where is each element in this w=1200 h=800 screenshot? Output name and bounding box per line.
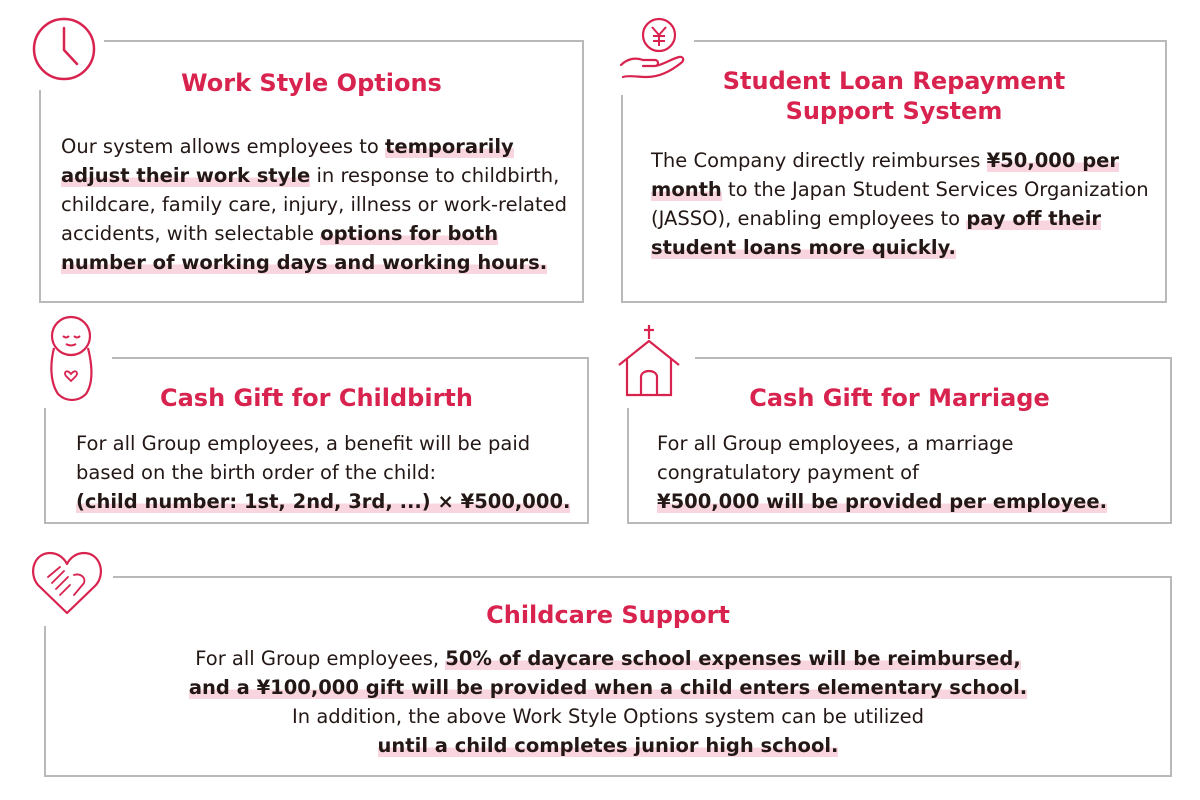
highlight-text: and a ¥100,000 gift will be provided when a child enters elementary school. (188, 676, 1028, 699)
heart-hands-icon (28, 543, 106, 621)
card-title: Work Style Options (181, 69, 442, 97)
card-title: Student Loan Repayment Support System (722, 67, 1066, 125)
card-work-style-options (39, 40, 584, 303)
chapel-icon (610, 322, 688, 400)
card-body: For all Group employees, a benefit will be paid based on the birth order of the child: (child number: 1st, 2nd, 3rd, ...) × ¥500,000. (76, 432, 571, 513)
highlight-text: 50% of daycare school expenses will be reimbursed, (445, 647, 1021, 670)
card-title: Childcare Support (486, 601, 730, 629)
card-title: Cash Gift for Childbirth (160, 384, 473, 412)
highlight-text: ¥500,000 will be provided per employee. (657, 490, 1108, 513)
highlight-text: pay off their student loans more quickly. (651, 207, 1102, 259)
card-cash-gift-marriage (627, 357, 1172, 524)
highlight-text: (child number: 1st, 2nd, 3rd, ...) × ¥500,000. (76, 490, 571, 513)
card-body: Our system allows employees to temporarily adjust their work style in response to childbirth, childcare, family care, injury, illness or work-related accidents, with selectable options for both number of working days and working hours. (61, 135, 567, 274)
card-cash-gift-childbirth (44, 357, 589, 524)
card-body: The Company directly reimburses ¥50,000 per month to the Japan Student Services Organization (JASSO), enabling employees to pay off their student loans more quickly. (651, 149, 1149, 259)
yen-coin-hand-icon (612, 10, 690, 88)
highlight-text: until a child completes junior high school. (377, 734, 839, 757)
highlight-text: options for both number of working days and working hours. (61, 222, 548, 274)
baby-icon (32, 318, 110, 396)
clock-icon (25, 10, 103, 88)
card-body: For all Group employees, 50% of daycare school expenses will be reimbursed, and a ¥100,000 gift will be provided when a child enters elementary school. In addition, the above Work Style Options system can be utilized until a child completes junior high school. (188, 647, 1028, 757)
card-childcare-support (44, 576, 1172, 777)
card-student-loan (621, 40, 1167, 303)
card-body: For all Group employees, a marriage congratulatory payment of ¥500,000 will be provided per employee. (657, 432, 1108, 513)
highlight-text: ¥50,000 per month (651, 149, 1120, 201)
highlight-text: temporarily adjust their work style (61, 135, 514, 187)
card-title: Cash Gift for Marriage (749, 384, 1050, 412)
